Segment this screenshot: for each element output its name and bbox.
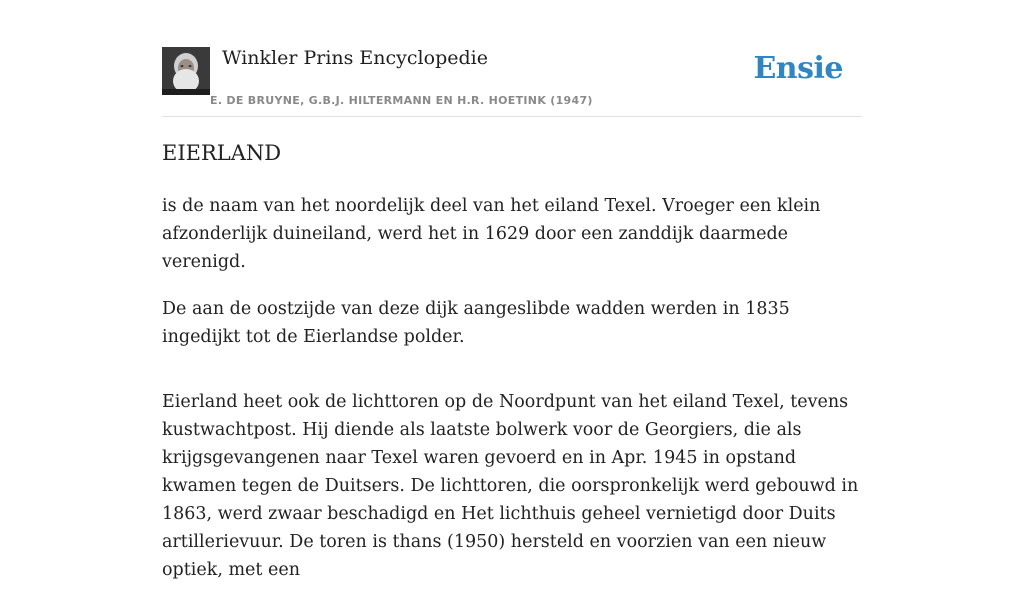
source-title[interactable]: Winkler Prins Encyclopedie (222, 47, 488, 69)
entry-title: EIERLAND (162, 141, 282, 165)
article-paragraph: Eierland heet ook de lichttoren op de Noordpunt van het eiland Texel, tevens kustwachtpost. Hij diende als laatste bolwerk voor de Georgiers, die als krijgsgevangenen naar Texel waren gevoerd en in Apr. 1945 in opstand kwamen tegen de Duitsers. De lichttoren, die oorspronkelijk werd gebouwd in 1863, werd zwaar beschadigd en Het lichthuis geheel vernietigd door Duits artillerievuur. De toren is thans (1950) hersteld en voorzien van een nieuw optiek, met een (162, 392, 859, 580)
article-paragraph: De aan de oostzijde van deze dijk aangeslibde wadden werden in 1835 ingedijkt tot de Eierlandse polder. (162, 299, 790, 347)
article-paragraph: is de naam van het noordelijk deel van het eiland Texel. Vroeger een klein afzonderlijk duineiland, werd het in 1629 door een zanddijk daarmede verenigd. (162, 196, 821, 272)
article-body (162, 192, 872, 603)
portrait-image (162, 47, 210, 95)
ensie-logo[interactable]: Ensie (753, 51, 843, 86)
author-avatar[interactable] (162, 47, 210, 95)
authors-line: E. DE BRUYNE, G.B.J. HILTERMANN EN H.R. HOETINK (1947) (210, 94, 593, 107)
source-header (162, 40, 862, 117)
